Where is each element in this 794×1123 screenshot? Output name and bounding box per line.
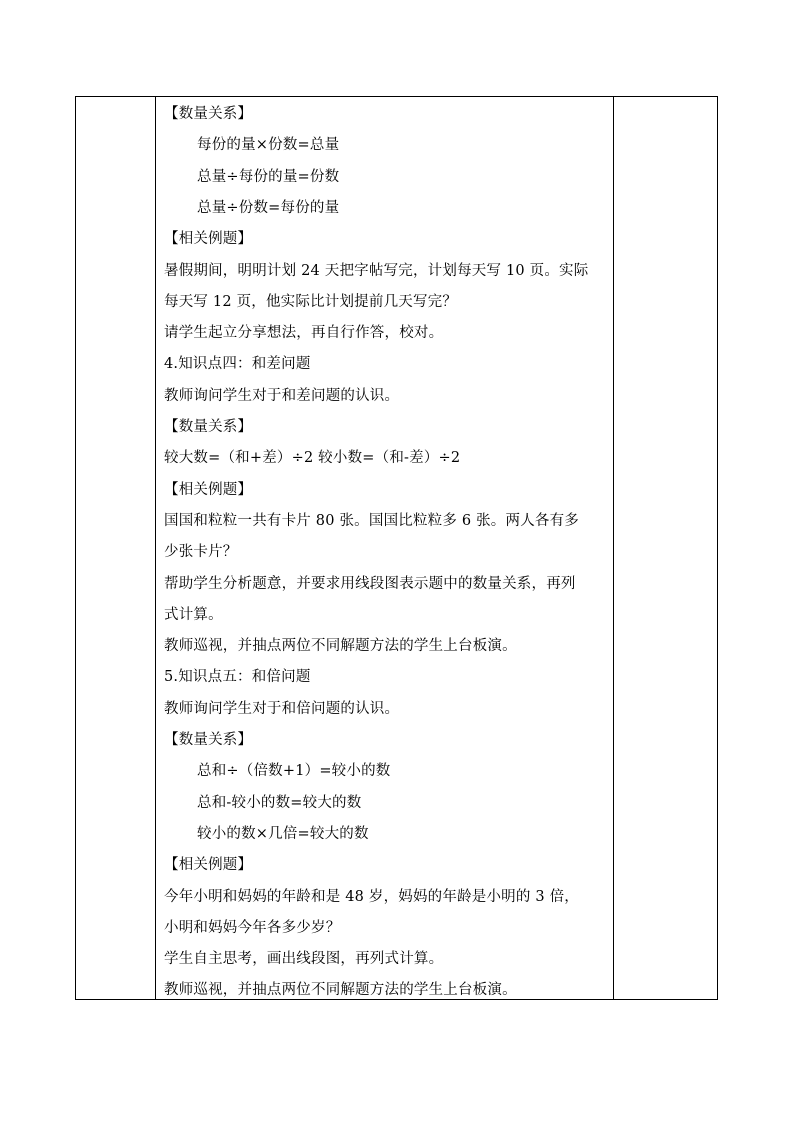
text-line: 教师询问学生对于和倍问题的认识。	[164, 700, 400, 717]
text-line: 少张卡片？	[164, 544, 238, 561]
text-line: 【数量关系】	[164, 106, 253, 122]
text-line: 总量÷每份的量=份数	[197, 168, 340, 185]
text-line: 国国和粒粒一共有卡片 80 张。国国比粒粒多 6 张。两人各有多	[164, 512, 580, 529]
text-line: 教师巡视，并抽点两位不同解题方法的学生上台板演。	[164, 638, 517, 655]
text-line: 总和-较小的数=较大的数	[197, 794, 362, 811]
text-line: 教师询问学生对于和差问题的认识。	[164, 387, 400, 404]
text-line: 请学生起立分享想法，再自行作答，校对。	[164, 325, 444, 342]
content-column-cell	[157, 97, 614, 999]
text-line: 较小的数×几倍=较大的数	[197, 825, 369, 842]
text-line: 每份的量×份数=总量	[197, 137, 340, 154]
text-line: 【数量关系】	[164, 419, 253, 435]
text-line: 【相关例题】	[164, 481, 253, 498]
text-line: 暑假期间，明明计划 24 天把字帖写完，计划每天写 10 页。实际	[164, 262, 589, 279]
text-line: 5.知识点五：和倍问题	[164, 669, 311, 686]
text-line: 学生自主思考，画出线段图，再列式计算。	[164, 951, 444, 968]
text-line: 【相关例题】	[164, 857, 253, 874]
text-line: 每天写 12 页，他实际比计划提前几天写完？	[164, 293, 458, 310]
text-line: 式计算。	[164, 606, 223, 623]
text-line: 4.知识点四：和差问题	[164, 356, 311, 373]
right-column-cell	[613, 97, 717, 999]
text-line: 【相关例题】	[164, 231, 253, 248]
text-line: 总量÷份数=每份的量	[197, 199, 340, 216]
text-line: 总和÷（倍数+1）=较小的数	[197, 763, 391, 780]
text-line: 帮助学生分析题意，并要求用线段图表示题中的数量关系，再列	[164, 575, 576, 592]
left-column-cell	[76, 97, 156, 999]
text-line: 教师巡视，并抽点两位不同解题方法的学生上台板演。	[164, 982, 517, 999]
text-line: 较大数=（和+差）÷2 较小数=（和-差）÷2	[164, 450, 461, 467]
text-line: 小明和妈妈今年各多少岁？	[164, 919, 341, 936]
lesson-table	[75, 96, 718, 1000]
text-line: 今年小明和妈妈的年龄和是 48 岁，妈妈的年龄是小明的 3 倍，	[164, 888, 580, 905]
text-line: 【数量关系】	[164, 732, 253, 748]
